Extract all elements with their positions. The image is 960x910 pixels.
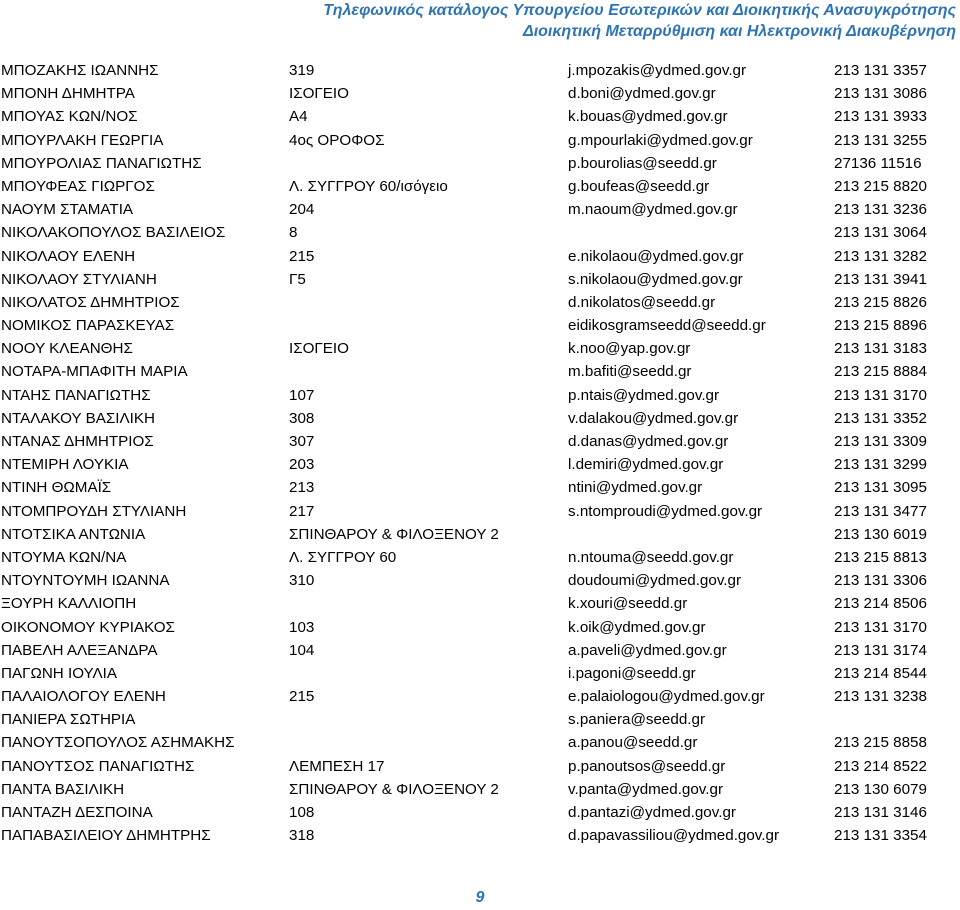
entry-name: ΝΤΙΝΗ ΘΩΜΑΪΣ <box>1 479 112 497</box>
directory-row <box>0 708 960 731</box>
entry-office: 310 <box>289 572 315 590</box>
directory-row <box>0 476 960 499</box>
entry-email: j.mpozakis@ydmed.gov.gr <box>568 62 747 79</box>
entry-name: ΠΑΝΤΑ ΒΑΣΙΛΙΚΗ <box>1 780 125 798</box>
entry-name: ΝΙΚΟΛΑΤΟΣ ΔΗΜΗΤΡΙΟΣ <box>1 293 180 311</box>
directory-row <box>0 592 960 615</box>
directory-row <box>0 175 960 198</box>
entry-office: 104 <box>289 641 315 659</box>
directory-row <box>0 569 960 592</box>
directory-row <box>0 430 960 453</box>
entry-phone: 213 131 3238 <box>834 688 927 706</box>
entry-name: ΝΤΕΜΙΡΗ ΛΟΥΚΙΑ <box>1 456 129 474</box>
entry-email: m.naoum@ydmed.gov.gr <box>568 201 738 219</box>
directory-row <box>0 59 960 82</box>
entry-email: k.oik@ydmed.gov.gr <box>568 618 706 636</box>
entry-name: ΠΑΒΕΛΗ ΑΛΕΞΑΝΔΡΑ <box>1 641 158 659</box>
entry-name: ΜΠΟΥΦΕΑΣ ΓΙΩΡΓΟΣ <box>1 177 155 195</box>
entry-email: g.boufeas@seedd.gr <box>568 177 710 195</box>
directory-row <box>0 384 960 407</box>
entry-office: 215 <box>289 247 315 265</box>
entry-office: 8 <box>289 224 298 242</box>
entry-name: ΜΠΟΥΑΣ ΚΩΝ/ΝΟΣ <box>1 108 138 126</box>
entry-phone: 213 131 3095 <box>834 479 927 497</box>
entry-email: k.bouas@ydmed.gov.gr <box>568 108 728 126</box>
directory-row <box>0 129 960 152</box>
entry-email: d.papavassiliou@ydmed.gov.gr <box>568 827 780 845</box>
entry-name: ΟΙΚΟΝΟΜΟΥ ΚΥΡΙΑΚΟΣ <box>1 618 175 636</box>
entry-email: e.palaiologou@ydmed.gov.gr <box>568 688 765 706</box>
entry-name: ΝΤΟΥΜΑ ΚΩΝ/ΝΑ <box>1 548 127 566</box>
document-header <box>323 0 956 42</box>
directory-row <box>0 82 960 105</box>
directory-row <box>0 337 960 360</box>
entry-email: s.paniera@seedd.gr <box>568 711 705 729</box>
entry-office: ΙΣΟΓΕΙΟ <box>289 85 349 103</box>
entry-office: Λ. ΣΥΓΓΡΟΥ 60 <box>289 548 397 566</box>
entry-office: 4ος ΟΡΟΦΟΣ <box>289 131 385 149</box>
entry-phone: 213 215 8820 <box>834 177 927 195</box>
directory-row <box>0 198 960 221</box>
entry-phone: 213 215 8896 <box>834 317 927 335</box>
entry-email: a.paveli@ydmed.gov.gr <box>568 641 727 659</box>
header-subtitle: Διοικητική Μεταρρύθμιση και Ηλεκτρονική Διακυβέρνηση <box>522 23 956 40</box>
entry-name: ΝΤΟΜΠΡΟΥΔΗ ΣΤΥΛΙΑΝΗ <box>1 502 187 520</box>
directory-row <box>0 105 960 128</box>
entry-office: 108 <box>289 804 315 821</box>
entry-office: 307 <box>289 433 315 450</box>
entry-phone: 213 131 3086 <box>834 85 927 103</box>
entry-email: v.dalakou@ydmed.gov.gr <box>568 409 739 427</box>
entry-phone: 213 131 3477 <box>834 502 927 520</box>
entry-phone: 27136 11516 <box>834 154 922 172</box>
entry-phone: 213 214 8522 <box>834 757 927 775</box>
entry-name: ΠΑΛΑΙΟΛΟΓΟΥ ΕΛΕΝΗ <box>1 688 166 706</box>
entry-office: ΣΠΙΝΘΑΡΟΥ & ΦΙΛΟΞΕΝΟΥ 2 <box>289 525 499 543</box>
entry-name: ΝΤΑΛΑΚΟΥ ΒΑΣΙΛΙΚΗ <box>1 409 155 427</box>
entry-email: m.bafiti@seedd.gr <box>568 363 692 381</box>
entry-email: a.panou@seedd.gr <box>568 734 698 752</box>
entry-name: ΝΤΑΗΣ ΠΑΝΑΓΙΩΤΗΣ <box>1 386 151 404</box>
directory-row <box>0 407 960 430</box>
entry-email: v.panta@ydmed.gov.gr <box>568 780 723 798</box>
directory-row <box>0 755 960 778</box>
entry-phone: 213 131 3255 <box>834 131 927 149</box>
entry-phone: 213 131 3352 <box>834 409 927 427</box>
entry-office: 217 <box>289 502 315 520</box>
directory-row <box>0 152 960 175</box>
entry-email: s.nikolaou@ydmed.gov.gr <box>568 270 743 288</box>
entry-email: p.panoutsos@seedd.gr <box>568 757 726 775</box>
entry-email: e.nikolaou@ydmed.gov.gr <box>568 247 744 265</box>
entry-phone: 213 131 3941 <box>834 270 927 288</box>
entry-email: d.pantazi@ydmed.gov.gr <box>568 804 736 821</box>
entry-name: ΞΟΥΡΗ ΚΑΛΛΙΟΠΗ <box>1 595 137 613</box>
header-title: Τηλεφωνικός κατάλογος Υπουργείου Εσωτερικών και Διοικητικής Ανασυγκρότησης <box>323 2 956 19</box>
directory-row <box>0 268 960 291</box>
entry-name: ΜΠΟΥΡΟΛΙΑΣ ΠΑΝΑΓΙΩΤΗΣ <box>1 154 202 172</box>
entry-phone: 213 131 3183 <box>834 340 927 358</box>
entry-email: k.xouri@seedd.gr <box>568 595 688 613</box>
entry-office: ΛΕΜΠΕΣΗ 17 <box>289 757 385 775</box>
entry-name: ΜΠΟΝΗ ΔΗΜΗΤΡΑ <box>1 85 135 103</box>
entry-phone: 213 130 6019 <box>834 525 927 543</box>
entry-email: d.nikolatos@seedd.gr <box>568 293 716 311</box>
entry-name: ΠΑΝΟΥΤΣΟΣ ΠΑΝΑΓΙΩΤΗΣ <box>1 757 195 775</box>
directory-row <box>0 523 960 546</box>
entry-name: ΜΠΟΖΑΚΗΣ ΙΩΑΝΝΗΣ <box>1 62 159 79</box>
entry-name: ΠΑΝΟΥΤΣΟΠΟΥΛΟΣ ΑΣΗΜΑΚΗΣ <box>1 734 235 752</box>
entry-email: ntini@ydmed.gov.gr <box>568 479 703 497</box>
entry-name: ΝΙΚΟΛΑΟΥ ΣΤΥΛΙΑΝΗ <box>1 270 157 288</box>
entry-name: ΝΟΟΥ ΚΛΕΑΝΘΗΣ <box>1 340 133 358</box>
entry-phone: 213 131 3282 <box>834 247 927 265</box>
entry-phone: 213 131 3170 <box>834 618 927 636</box>
entry-name: ΝΟΤΑΡΑ-ΜΠΑΦΙΤΗ ΜΑΡΙΑ <box>1 363 188 381</box>
entry-email: d.danas@ydmed.gov.gr <box>568 433 729 450</box>
entry-name: ΝΙΚΟΛΑΚΟΠΟΥΛΟΣ ΒΑΣΙΛΕΙΟΣ <box>1 224 226 242</box>
entry-phone: 213 131 3354 <box>834 827 927 845</box>
entry-email: l.demiri@ydmed.gov.gr <box>568 456 724 474</box>
entry-phone: 213 214 8506 <box>834 595 927 613</box>
entry-office: 318 <box>289 827 315 845</box>
directory-row <box>0 731 960 754</box>
directory-row <box>0 801 960 824</box>
directory-row <box>0 639 960 662</box>
entry-phone: 213 131 3170 <box>834 386 927 404</box>
entry-name: ΝΤΟΤΣΙΚΑ ΑΝΤΩΝΙΑ <box>1 525 146 543</box>
directory-row <box>0 500 960 523</box>
entry-phone: 213 215 8826 <box>834 293 927 311</box>
directory-row <box>0 360 960 383</box>
entry-phone: 213 215 8858 <box>834 734 927 752</box>
entry-office: 204 <box>289 201 315 219</box>
directory-row <box>0 824 960 847</box>
entry-name: ΝΤΟΥΝΤΟΥΜΗ ΙΩΑΝΝΑ <box>1 572 170 590</box>
entry-name: ΝΙΚΟΛΑΟΥ ΕΛΕΝΗ <box>1 247 136 265</box>
entry-phone: 213 214 8544 <box>834 664 927 682</box>
directory-row <box>0 221 960 244</box>
entry-office: 203 <box>289 456 315 474</box>
entry-name: ΠΑΓΩΝΗ ΙΟΥΛΙΑ <box>1 664 118 682</box>
entry-email: k.noo@yap.gov.gr <box>568 340 691 358</box>
entry-phone: 213 131 3306 <box>834 572 927 590</box>
directory-row <box>0 778 960 801</box>
entry-office: 319 <box>289 62 315 79</box>
entry-phone: 213 131 3064 <box>834 224 927 242</box>
entry-phone: 213 130 6079 <box>834 780 927 798</box>
entry-email: d.boni@ydmed.gov.gr <box>568 85 716 103</box>
entry-office: 308 <box>289 409 315 427</box>
page-number: 9 <box>475 889 485 906</box>
entry-phone: 213 131 3299 <box>834 456 927 474</box>
entry-name: ΝΑΟΥΜ ΣΤΑΜΑΤΙΑ <box>1 201 134 219</box>
entry-office: 103 <box>289 618 315 636</box>
entry-email: p.ntais@ydmed.gov.gr <box>568 386 720 404</box>
directory-row <box>0 685 960 708</box>
directory-row <box>0 662 960 685</box>
entry-email: n.ntouma@seedd.gov.gr <box>568 548 734 566</box>
entry-office: 215 <box>289 688 315 706</box>
entry-office: Λ. ΣΥΓΓΡΟΥ 60/ισόγειο <box>289 177 448 195</box>
entry-email: i.pagoni@seedd.gr <box>568 664 696 682</box>
directory-row <box>0 546 960 569</box>
directory-row <box>0 453 960 476</box>
entry-office: Γ5 <box>289 270 306 288</box>
entry-office: ΙΣΟΓΕΙΟ <box>289 340 349 358</box>
entry-office: 213 <box>289 479 315 497</box>
entry-name: ΠΑΝΙΕΡΑ ΣΩΤΗΡΙΑ <box>1 711 136 729</box>
entry-email: g.mpourlaki@ydmed.gov.gr <box>568 131 753 149</box>
entry-phone: 213 131 3236 <box>834 201 927 219</box>
entry-phone: 213 131 3933 <box>834 108 927 126</box>
entry-phone: 213 131 3174 <box>834 641 927 659</box>
entry-name: ΝΟΜΙΚΟΣ ΠΑΡΑΣΚΕΥΑΣ <box>1 317 175 335</box>
entry-email: s.ntomproudi@ydmed.gov.gr <box>568 502 763 520</box>
entry-name: ΠΑΠΑΒΑΣΙΛΕΙΟΥ ΔΗΜΗΤΡΗΣ <box>1 827 211 845</box>
entry-office: 107 <box>289 386 315 404</box>
entry-office: ΣΠΙΝΘΑΡΟΥ & ΦΙΛΟΞΕΝΟΥ 2 <box>289 780 499 798</box>
entry-phone: 213 131 3357 <box>834 62 927 79</box>
directory-row <box>0 245 960 268</box>
entry-phone: 213 131 3309 <box>834 433 927 450</box>
entry-phone: 213 131 3146 <box>834 804 927 821</box>
phone-directory-list <box>0 59 960 847</box>
directory-row <box>0 314 960 337</box>
entry-phone: 213 215 8884 <box>834 363 927 381</box>
entry-name: ΠΑΝΤΑΖΗ ΔΕΣΠΟΙΝΑ <box>1 804 153 821</box>
entry-email: eidikosgramseedd@seedd.gr <box>568 317 766 335</box>
entry-email: p.bourolias@seedd.gr <box>568 154 717 172</box>
entry-email: doudoumi@ydmed.gov.gr <box>568 572 742 590</box>
directory-row <box>0 291 960 314</box>
directory-row <box>0 616 960 639</box>
entry-office: Α4 <box>289 108 308 126</box>
entry-name: ΝΤΑΝΑΣ ΔΗΜΗΤΡΙΟΣ <box>1 433 154 450</box>
entry-name: ΜΠΟΥΡΛΑΚΗ ΓΕΩΡΓΙΑ <box>1 131 164 149</box>
entry-phone: 213 215 8813 <box>834 548 927 566</box>
